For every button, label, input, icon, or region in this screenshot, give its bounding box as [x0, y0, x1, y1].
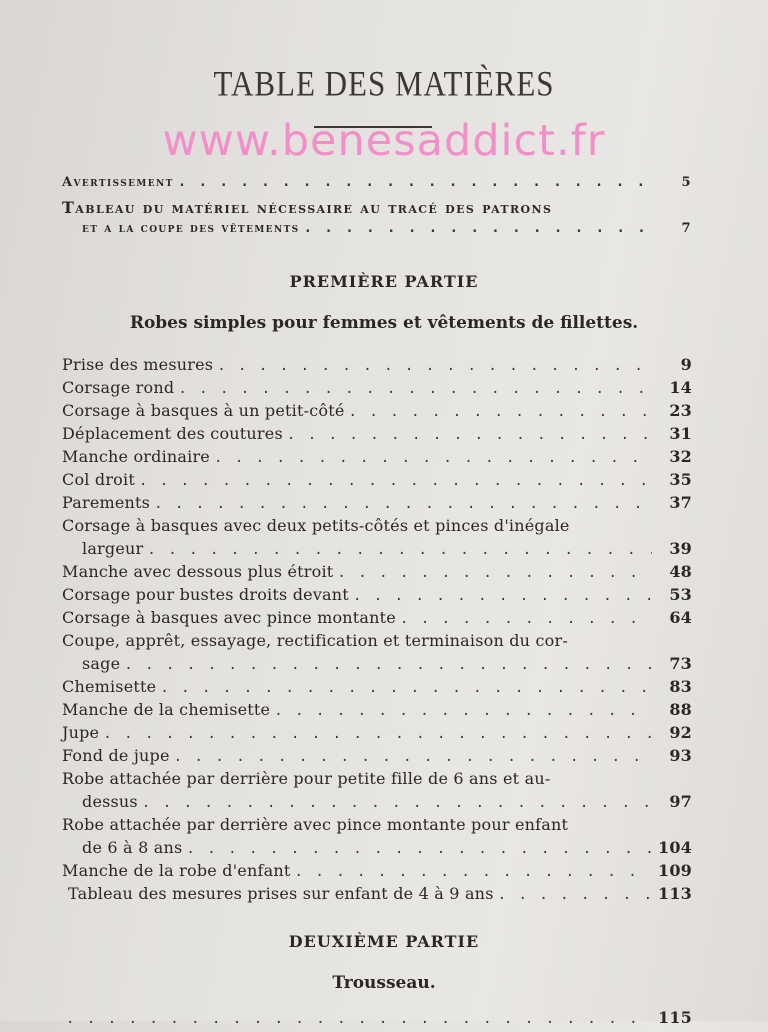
toc-entry-text: Corsage à basques à un petit-côté	[62, 401, 345, 420]
toc-entry-text: Manche ordinaire	[62, 447, 210, 466]
toc-entry-page: 104	[658, 838, 692, 857]
leader-dots	[124, 657, 652, 673]
leader-dots	[103, 726, 652, 742]
toc-entry-text: Déplacement des coutures	[62, 424, 283, 443]
toc-entry-page: 9	[680, 355, 692, 374]
toc-entry-text: Fond de jupe	[62, 746, 170, 765]
toc-entry-text: Corsage à basques avec deux petits-côtés et pinces d'inégale	[62, 516, 570, 535]
toc-entry	[62, 378, 692, 402]
leader-dots	[349, 404, 652, 420]
leader-dots	[353, 588, 652, 604]
toc-entry-text: Prise des mesures	[62, 355, 214, 374]
leader-dots	[66, 1011, 652, 1027]
toc-entry	[62, 493, 692, 517]
toc-entry	[62, 539, 692, 563]
toc-entry-text: Coupe, apprêt, essayage, rectification et terminaison du cor-	[62, 631, 568, 650]
toc-entry-page: 32	[669, 447, 692, 466]
toc-entry-text: Robe attachée par derrière avec pince montante pour enfant	[62, 815, 569, 834]
leader-dots	[304, 220, 652, 236]
toc-entry-text: Robe attachée par derrière pour petite fille de 6 ans et au-	[62, 769, 551, 788]
toc-entry-text: Corsage rond	[62, 378, 175, 397]
leader-dots	[142, 795, 652, 811]
toc-entry	[62, 424, 692, 448]
leader-dots	[287, 427, 652, 443]
part-subheading: Robes simples pour femmes et vêtements de fillettes.	[129, 313, 639, 333]
toc-entry	[62, 677, 692, 701]
toc-entry	[62, 746, 692, 770]
toc-entry-text: Tableau du matériel nécessaire au tracé des patrons	[62, 198, 553, 217]
leader-dots	[160, 680, 652, 696]
toc-entry-cut	[62, 1008, 692, 1032]
leader-dots	[217, 358, 652, 374]
toc-entry-text: Corsage pour bustes droits devant	[62, 585, 349, 604]
toc-entry-text: Col droit	[62, 470, 135, 489]
toc-entry-text: Corsage à basques avec pince montante	[62, 608, 396, 627]
toc-entry	[62, 562, 692, 586]
toc-entry-page: 93	[669, 746, 692, 765]
toc-entry-text: de 6 à 8 ans	[82, 838, 183, 857]
toc-entry-text: largeur	[82, 539, 144, 558]
toc-entry	[62, 401, 692, 425]
toc-entry-page: 7	[681, 221, 692, 236]
toc-entry	[62, 585, 692, 609]
toc-entry-page: 35	[669, 470, 692, 489]
toc-entry	[62, 608, 692, 632]
part-heading: PREMIÈRE PARTIE	[289, 272, 479, 291]
toc-entry	[62, 792, 692, 816]
toc-entry	[62, 838, 692, 862]
toc-entry-text: et a la coupe des vêtements	[82, 221, 300, 236]
leader-dots	[274, 703, 652, 719]
toc-entry-page: 92	[669, 723, 692, 742]
toc-entry-page: 48	[669, 562, 692, 581]
leader-dots	[337, 565, 652, 581]
toc-entry-text: Manche de la robe d'enfant	[62, 861, 291, 880]
leader-dots	[154, 496, 652, 512]
toc-entry-text: Manche de la chemisette	[62, 700, 271, 719]
toc-entry	[62, 654, 692, 678]
leader-dots	[178, 174, 652, 190]
toc-entry	[62, 861, 692, 885]
toc-entry-page: 113	[658, 884, 692, 903]
toc-entry-text: Tableau des mesures prises sur enfant de 4 à 9 ans	[68, 884, 494, 903]
toc-entry-front	[62, 198, 692, 217]
toc-entry-page: 83	[669, 677, 692, 696]
leader-dots	[186, 841, 652, 857]
toc-entry-text: sage	[82, 654, 121, 673]
leader-dots	[294, 864, 652, 880]
toc-entry	[62, 516, 692, 535]
toc-entry-page: 23	[669, 401, 692, 420]
toc-entry-text: Chemisette	[62, 677, 157, 696]
toc-entry-page: 109	[658, 861, 692, 880]
leader-dots	[174, 749, 652, 765]
watermark-text: www.benesaddict.fr	[162, 116, 606, 166]
toc-entry	[62, 470, 692, 494]
toc-entry	[62, 723, 692, 747]
toc-entry-front	[62, 174, 692, 198]
toc-entry	[62, 447, 692, 471]
leader-dots	[178, 381, 652, 397]
toc-entry-page: 64	[669, 608, 692, 627]
toc-entry-page: 31	[669, 424, 692, 443]
toc-entry-page: 53	[669, 585, 692, 604]
toc-entry-page: 115	[658, 1008, 692, 1027]
page-title: TABLE DES MATIÈRES	[213, 63, 555, 104]
toc-entry-page: 5	[681, 175, 692, 190]
toc-entry-page: 39	[669, 539, 692, 558]
toc-entry-page: 37	[669, 493, 692, 512]
toc-entry-page: 73	[669, 654, 692, 673]
toc-entry-text: dessus	[82, 792, 138, 811]
toc-entry	[68, 884, 692, 908]
toc-entry	[62, 815, 692, 834]
part-subheading: Trousseau.	[332, 973, 436, 993]
leader-dots	[214, 450, 652, 466]
toc-entry-text: Avertissement	[62, 175, 174, 190]
leader-dots	[147, 542, 652, 558]
toc-entry-page: 14	[669, 378, 692, 397]
leader-dots	[498, 887, 652, 903]
leader-dots	[400, 611, 652, 627]
toc-entry	[62, 769, 692, 788]
toc-entry	[62, 355, 692, 379]
toc-entry-page: 88	[669, 700, 692, 719]
toc-entry-text: Manche avec dessous plus étroit	[62, 562, 334, 581]
toc-entry	[62, 631, 692, 650]
part-heading: DEUXIÈME PARTIE	[288, 932, 480, 951]
toc-entry-page: 97	[669, 792, 692, 811]
toc-entry-text: Parements	[62, 493, 151, 512]
toc-entry-front	[62, 220, 692, 244]
toc-entry	[62, 700, 692, 724]
toc-entry-text: Jupe	[62, 723, 100, 742]
leader-dots	[139, 473, 652, 489]
